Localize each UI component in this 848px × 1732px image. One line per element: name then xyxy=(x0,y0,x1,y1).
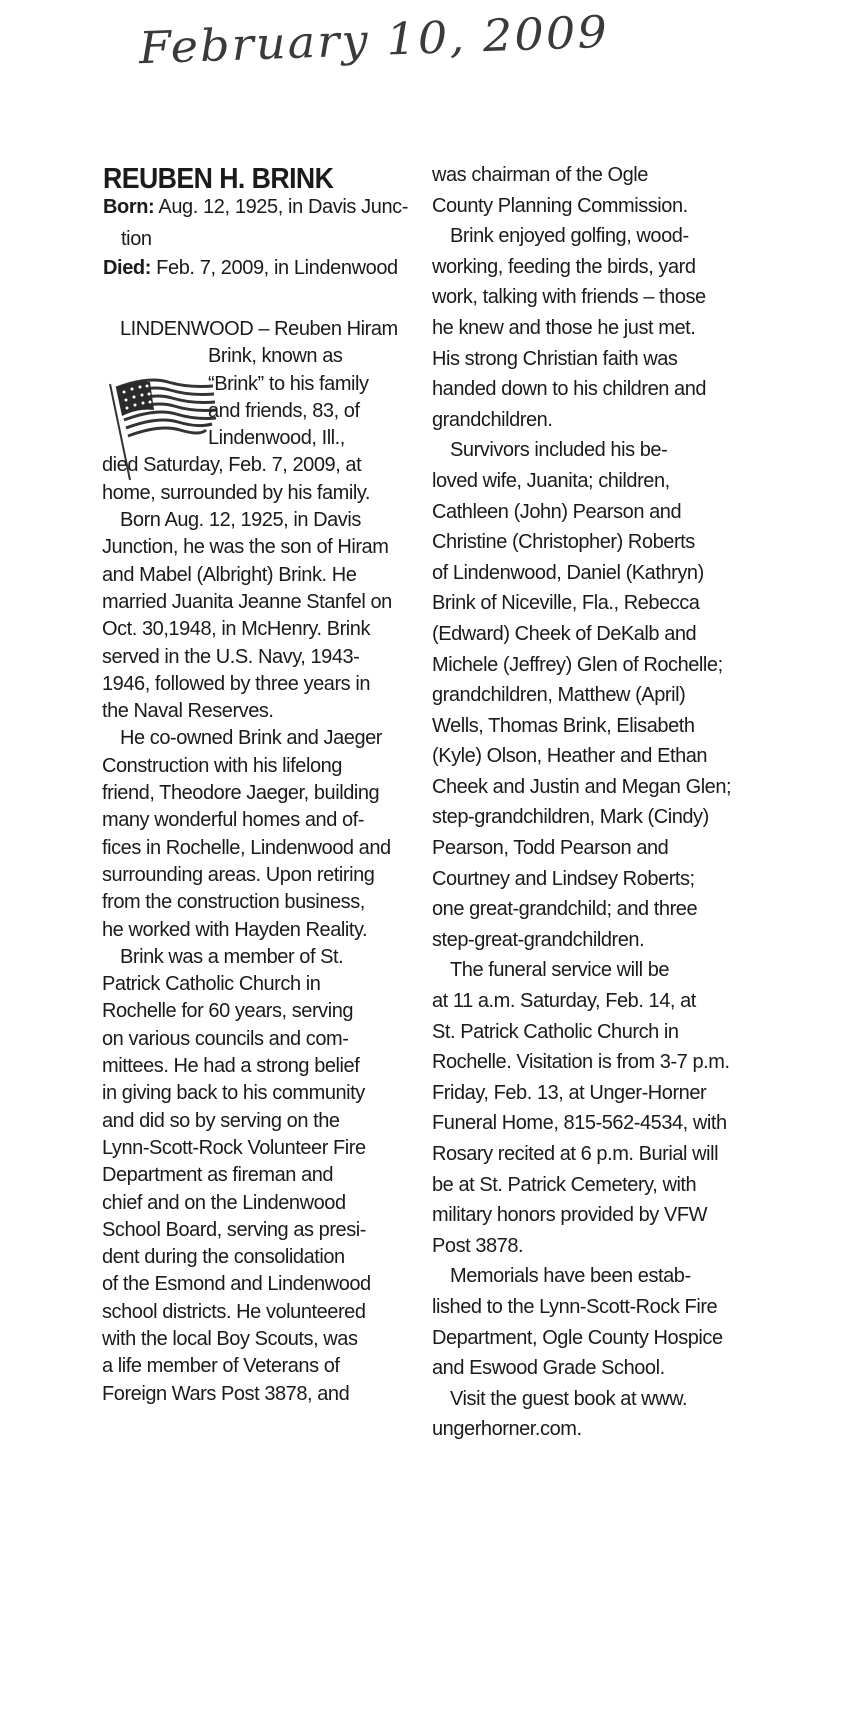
born-line-cont: tion xyxy=(121,228,152,250)
text-line: Construction with his lifelong xyxy=(102,754,342,777)
text-line: step-great-grandchildren. xyxy=(432,928,645,951)
text-line: County Planning Commission. xyxy=(432,194,688,217)
text-line: Friday, Feb. 13, at Unger-Horner xyxy=(432,1081,707,1104)
text-line: work, talking with friends – those xyxy=(432,286,706,309)
handwritten-date: February 10, 2009 xyxy=(138,6,610,75)
text-line: from the construction business, xyxy=(102,891,365,914)
text-line: home, surrounded by his family. xyxy=(102,481,371,504)
text-line: of the Esmond and Lindenwood xyxy=(102,1273,371,1296)
obituary-name: REUBEN H. BRINK xyxy=(103,163,334,195)
text-line: military honors provided by VFW xyxy=(432,1204,708,1227)
text-line: Rosary recited at 6 p.m. Burial will xyxy=(432,1143,719,1165)
text-line: LINDENWOOD – Reuben Hiram xyxy=(120,318,398,340)
text-line: fices in Rochelle, Lindenwood and xyxy=(102,836,391,859)
text-line: His strong Christian faith was xyxy=(432,347,678,370)
text-line: a life member of Veterans of xyxy=(102,1355,340,1378)
text-line: Brink of Niceville, Fla., Rebecca xyxy=(432,592,700,615)
text-line: grandchildren, Matthew (April) xyxy=(432,684,686,707)
died-line xyxy=(103,257,398,280)
text-line: with the local Boy Scouts, was xyxy=(102,1327,358,1350)
text-line: Cheek and Justin and Megan Glen; xyxy=(432,775,732,798)
born-value: Aug. 12, 1925, in Davis Junc- xyxy=(154,196,409,218)
text-line: and Eswood Grade School. xyxy=(432,1357,665,1380)
born-label: Born: xyxy=(103,196,155,218)
text-line: Survivors included his be- xyxy=(450,439,668,462)
text-line: Pearson, Todd Pearson and xyxy=(432,837,669,860)
text-line: he worked with Hayden Reality. xyxy=(102,918,368,941)
text-line: Brink, known as xyxy=(208,345,343,368)
text-line: at 11 a.m. Saturday, Feb. 14, at xyxy=(432,990,696,1013)
text-line: Department, Ogle County Hospice xyxy=(432,1326,723,1349)
text-line: chief and on the Lindenwood xyxy=(102,1191,346,1214)
text-line: Christine (Christopher) Roberts xyxy=(432,531,695,554)
text-line: and did so by serving on the xyxy=(102,1109,340,1132)
text-line: The funeral service will be xyxy=(450,959,670,982)
born-line xyxy=(103,196,408,219)
text-line: Oct. 30,1948, in McHenry. Brink xyxy=(102,618,371,641)
text-line: Patrick Catholic Church in xyxy=(102,973,321,996)
text-line: step-grandchildren, Mark (Cindy) xyxy=(432,806,709,829)
text-line: died Saturday, Feb. 7, 2009, at xyxy=(102,454,362,477)
text-line: and friends, 83, of xyxy=(208,399,360,422)
text-line: Brink enjoyed golfing, wood- xyxy=(450,225,689,248)
left-column xyxy=(102,316,398,1408)
text-line: Courtney and Lindsey Roberts; xyxy=(432,867,695,890)
text-line: and Mabel (Albright) Brink. He xyxy=(102,563,357,586)
text-line: He co-owned Brink and Jaeger xyxy=(120,727,382,750)
text-line: of Lindenwood, Daniel (Kathryn) xyxy=(432,561,704,584)
text-line: the Naval Reserves. xyxy=(102,700,274,723)
text-line: married Juanita Jeanne Stanfel on xyxy=(102,590,392,613)
text-line: “Brink” to his family xyxy=(208,372,369,395)
text-line: surrounding areas. Upon retiring xyxy=(102,863,375,886)
text-line: mittees. He had a strong belief xyxy=(102,1055,360,1078)
text-line: in giving back to his community xyxy=(102,1082,365,1105)
right-column xyxy=(432,160,731,1445)
text-line: dent during the consolidation xyxy=(102,1246,345,1269)
text-line: many wonderful homes and of- xyxy=(102,809,364,832)
text-line: ungerhorner.com. xyxy=(432,1418,582,1441)
text-line: school districts. He volunteered xyxy=(102,1300,366,1323)
text-line: was chairman of the Ogle xyxy=(432,164,648,186)
died-label: Died: xyxy=(103,257,152,279)
text-line: School Board, serving as presi- xyxy=(102,1218,366,1241)
text-line: 1946, followed by three years in xyxy=(102,672,370,695)
text-line: St. Patrick Catholic Church in xyxy=(432,1020,679,1043)
text-line: Born Aug. 12, 1925, in Davis xyxy=(120,509,361,532)
text-line: Foreign Wars Post 3878, and xyxy=(102,1382,350,1405)
text-line: Cathleen (John) Pearson and xyxy=(432,500,682,523)
text-line: he knew and those he just met. xyxy=(432,316,696,339)
text-line: Junction, he was the son of Hiram xyxy=(102,536,389,559)
text-line: (Kyle) Olson, Heather and Ethan xyxy=(432,745,708,768)
text-line: Visit the guest book at www. xyxy=(450,1387,688,1410)
text-line: on various councils and com- xyxy=(102,1027,349,1050)
text-line: Michele (Jeffrey) Glen of Rochelle; xyxy=(432,653,723,676)
text-line: Rochelle for 60 years, serving xyxy=(102,1000,354,1023)
died-value: Feb. 7, 2009, in Lindenwood xyxy=(151,257,398,279)
text-line: Rochelle. Visitation is from 3-7 p.m. xyxy=(432,1051,730,1074)
text-line: Wells, Thomas Brink, Elisabeth xyxy=(432,714,695,737)
text-line: working, feeding the birds, yard xyxy=(432,255,696,278)
text-line: lished to the Lynn-Scott-Rock Fire xyxy=(432,1295,718,1318)
text-line: one great-grandchild; and three xyxy=(432,898,698,921)
text-line: Memorials have been estab- xyxy=(450,1265,691,1288)
text-line: served in the U.S. Navy, 1943- xyxy=(102,645,360,668)
text-line: Brink was a member of St. xyxy=(120,945,344,968)
text-line: (Edward) Cheek of DeKalb and xyxy=(432,622,697,645)
text-line: be at St. Patrick Cemetery, with xyxy=(432,1173,697,1196)
text-line: handed down to his children and xyxy=(432,378,707,401)
text-line: Department as fireman and xyxy=(102,1164,334,1187)
text-line: loved wife, Juanita; children, xyxy=(432,469,670,492)
text-line: friend, Theodore Jaeger, building xyxy=(102,782,380,805)
text-line: Post 3878. xyxy=(432,1234,524,1257)
text-line: Lindenwood, Ill., xyxy=(208,427,345,450)
text-line: Lynn-Scott-Rock Volunteer Fire xyxy=(102,1136,366,1159)
text-line: Funeral Home, 815-562-4534, with xyxy=(432,1112,727,1135)
text-line: grandchildren. xyxy=(432,408,553,431)
